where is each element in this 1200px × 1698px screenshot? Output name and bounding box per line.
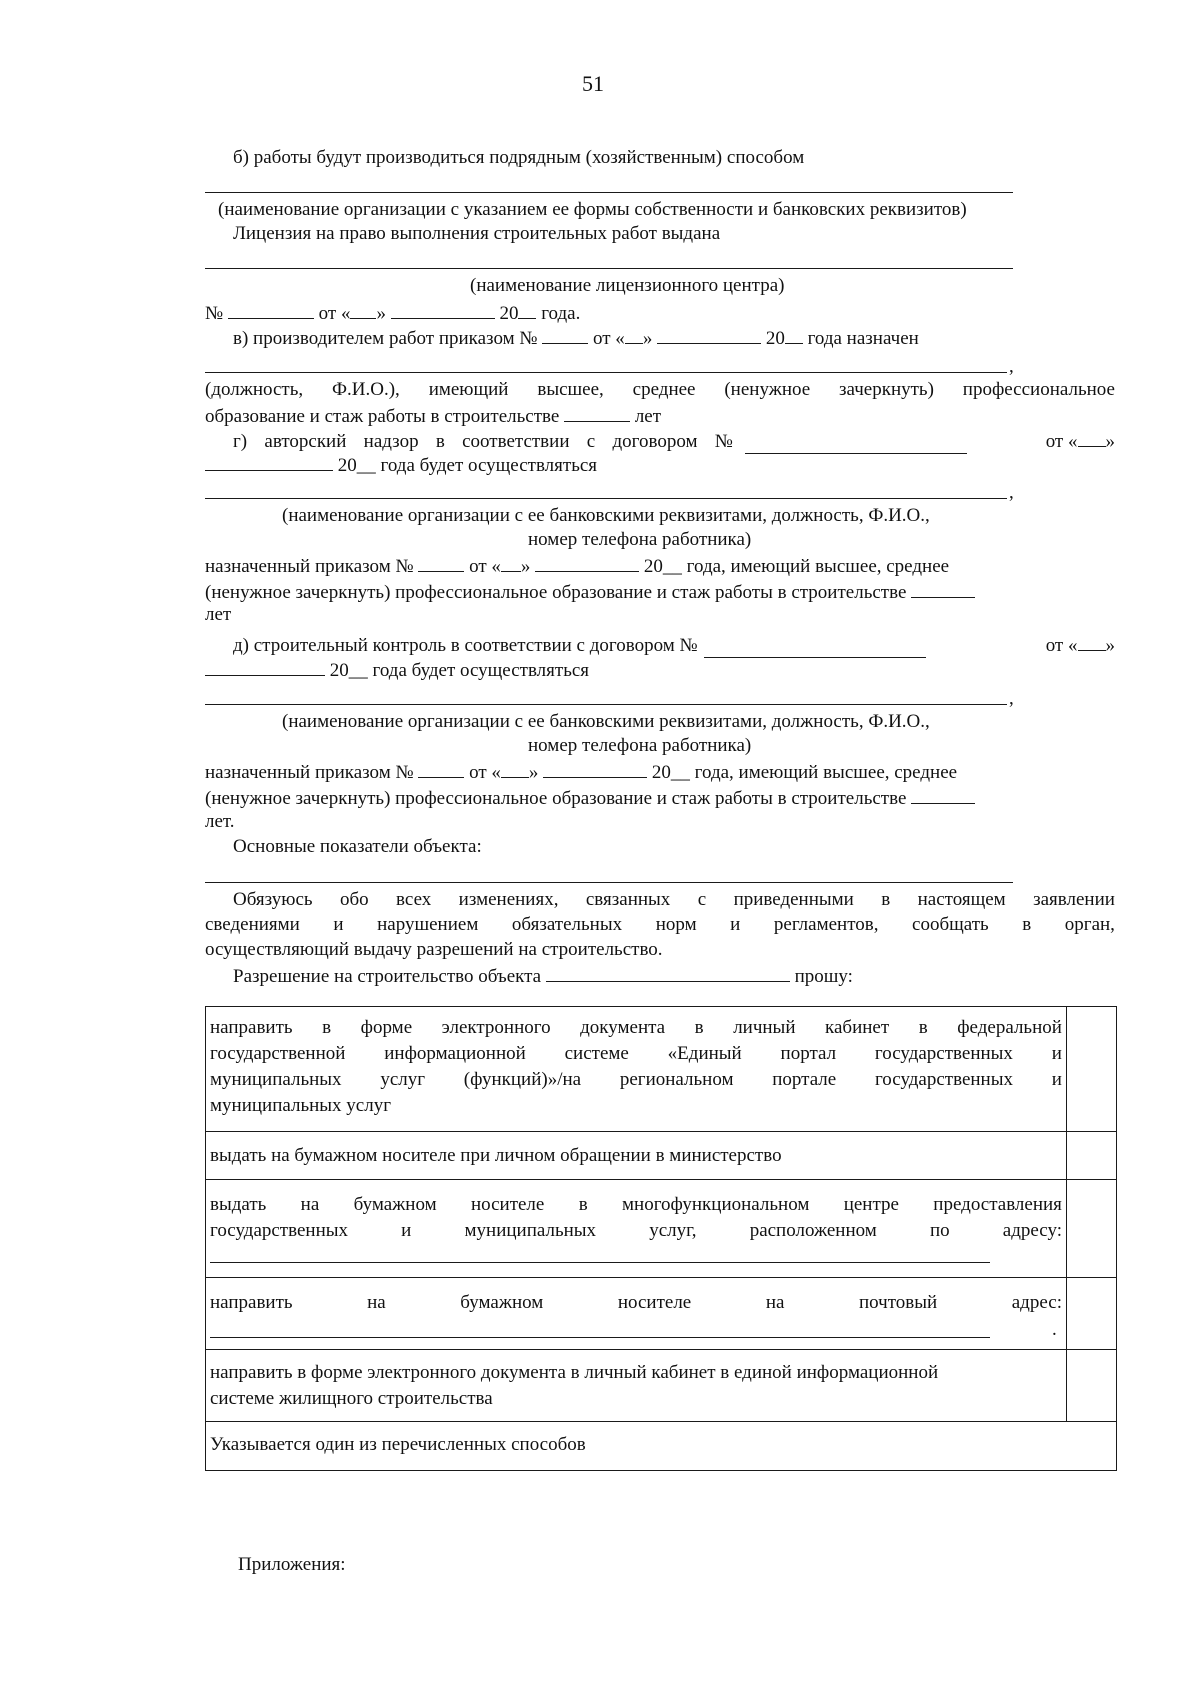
prof-text: (ненужное зачеркнуть) профессиональное образование и стаж работы в строительстве [205,582,907,603]
prof-line [205,785,975,811]
table-row [206,1349,1116,1422]
word: в [694,1017,704,1038]
word: и [401,1220,412,1241]
word: (должность, [205,379,304,400]
caption-org-form: (наименование организации с указанием ее формы собственности и банковских реквизитов) [218,199,967,220]
word: носителе [617,1292,692,1313]
year-prefix: 20 [499,303,519,324]
row-divider [1066,1278,1067,1350]
word: федеральной [957,1017,1062,1038]
table-row [206,1007,1116,1131]
ot-label: от « [469,762,501,783]
prof-line [205,579,975,605]
word: государственных [874,1043,1013,1064]
word: по [929,1220,950,1241]
word: адресу: [1002,1220,1062,1241]
cell-line [210,1041,1062,1067]
word: Обязуюсь [233,889,313,910]
word: бумажном [353,1194,437,1215]
word: направить [210,1017,293,1038]
appointed-line [205,759,957,785]
note-one-method: Указывается один из перечисленных способов [210,1434,586,1455]
blank-indicators [205,882,1013,883]
row-divider [1066,1180,1067,1278]
word: «Единый [667,1043,742,1064]
caption-org-bank: (наименование организации с ее банковскими реквизитами, должность, Ф.И.О., [282,711,930,732]
option-paper-ministry: выдать на бумажном носителе при личном обращении в министерство [210,1145,782,1166]
word: многофункциональном [622,1194,810,1215]
blank-org-name [205,192,1013,193]
obligation-line3: осуществляющий выдачу разрешений на строительство. [205,939,663,960]
word: обо [339,889,369,910]
word: на [367,1292,386,1313]
page-number: 51 [582,71,604,96]
section-g-line [233,428,1115,454]
main-indicators: Основные показатели объекта: [233,836,482,857]
word: в [435,431,445,452]
section-v-end: года назначен [807,328,919,349]
blank-works-manager [205,372,1007,373]
option-paper-mfc [210,1192,1062,1244]
table-row [206,1179,1116,1278]
word: авторский [264,431,347,452]
blank-license-center [205,268,1013,269]
cell-line: муниципальных услуг [210,1095,392,1116]
appointed-start: назначенный приказом № [205,762,414,783]
blank-experience-years [564,403,630,422]
cell-line [210,1218,1062,1244]
word: услуг [380,1069,426,1090]
word: документа [580,1017,666,1038]
word: услуг, [649,1220,697,1241]
obligation-line1 [233,888,1115,912]
year-suffix: года. [541,303,581,324]
dot: . [1052,1319,1057,1340]
word: электронного [441,1017,551,1038]
section-v-line [233,325,919,351]
word: и [1051,1069,1062,1090]
word: почтовый [858,1292,938,1313]
word: системе [564,1043,629,1064]
word: форме [360,1017,413,1038]
blank-year [518,300,536,319]
word: (функций)»/на [463,1069,582,1090]
word: регламентов, [773,914,879,935]
section-b-line: б) работы будут производиться подрядным (хозяйственным) способом [233,147,805,168]
cell-line: системе жилищного строительства [210,1388,493,1409]
option-paper-post [210,1290,1062,1316]
word: направить [210,1292,293,1313]
section-v-start: в) производителем работ приказом № [233,328,538,349]
license-number-line [205,300,580,326]
word: договором [612,431,698,452]
section-d-start: д) строительный контроль в соответствии с договором № [233,635,698,656]
blank-month [543,759,647,778]
word: № [714,431,733,452]
word: приведенными [733,889,854,910]
word: государственной [210,1043,346,1064]
blank-contract-number [745,435,967,454]
blank-supervision-org [205,498,1007,499]
blank-order-number [418,553,464,572]
permit-request-line [233,963,853,989]
blank-contract-number [704,639,926,658]
word: изменениях, [458,889,559,910]
comma: , [1009,688,1014,709]
blank-day [625,325,643,344]
caption-org-bank: (наименование организации с ее банковскими реквизитами, должность, Ф.И.О., [282,505,930,526]
word: высшее, [537,379,604,400]
word: портале [772,1069,837,1090]
section-g-words [233,430,733,454]
word: расположенном [749,1220,877,1241]
word: соответствии [462,431,570,452]
word: настоящем [917,889,1006,910]
blank-month [205,657,325,676]
word: нарушением [377,914,479,935]
word: личный [733,1017,796,1038]
ot-label: от « [469,556,501,577]
contract-date [1046,632,1115,658]
word: заявлении [1033,889,1115,910]
word: муниципальных [464,1220,597,1241]
word: муниципальных [210,1069,342,1090]
word: и [1051,1043,1062,1064]
word: г) [233,431,248,452]
option-housing-system [210,1360,1062,1412]
blank-object-name [546,963,790,982]
blank-day [501,553,521,572]
word: в [322,1017,332,1038]
word: норм [655,914,697,935]
word: сообщать [912,914,989,935]
word: государственных [210,1220,349,1241]
word: адрес: [1011,1292,1062,1313]
appointed-mid: 20__ года, имеющий высшее, среднее [643,556,950,577]
word: и [333,914,344,935]
blank-order-number [418,759,464,778]
word: центре [843,1194,899,1215]
word: в [1022,914,1032,935]
word: с [697,889,707,910]
quote-close: » [376,303,386,324]
cell-line [210,1290,1062,1316]
word: портал [780,1043,837,1064]
word: выдать [210,1194,267,1215]
section-g-line2 [205,452,597,478]
row-divider [1066,1007,1067,1131]
word: бумажном [460,1292,544,1313]
word: носителе [470,1194,545,1215]
blank-year [785,325,803,344]
cell-line [210,1067,1062,1093]
word: в [578,1194,588,1215]
year-prefix: 20 [765,328,785,349]
blank-day [350,300,376,319]
word: зачеркнуть) [839,379,934,400]
permit-request-end: прошу: [794,966,853,987]
word: (ненужное [724,379,811,400]
blank-postal-address [210,1337,990,1338]
word: кабинет [825,1017,890,1038]
license-line: Лицензия на право выполнения строительных работ выдана [233,223,721,244]
blank-day [1078,428,1106,447]
prof-text: (ненужное зачеркнуть) профессиональное образование и стаж работы в строительстве [205,788,907,809]
section-v-line3 [205,403,661,429]
word: Ф.И.О.), [332,379,400,400]
blank-experience-years [911,785,975,804]
table-row [206,1277,1116,1350]
word: профессиональное [962,379,1115,400]
will-be-carried-out: 20__ года будет осуществляться [337,455,598,476]
caption-phone: номер телефона работника) [528,735,752,756]
word: связанных [585,889,671,910]
blank-order-number [542,325,588,344]
obligation-line2 [205,913,1115,937]
word: и [730,914,741,935]
blank-control-org [205,704,1007,705]
will-be-carried-out: 20__ года будет осуществляться [329,660,590,681]
word: орган, [1064,914,1115,935]
word: в [881,889,891,910]
word: надзор [363,431,419,452]
experience-text: образование и стаж работы в строительстве [205,406,560,427]
word: с [586,431,596,452]
word: среднее [632,379,696,400]
word: в [918,1017,928,1038]
attachments-label: Приложения: [238,1554,346,1575]
appointed-mid: 20__ года, имеющий высшее, среднее [651,762,958,783]
option-electronic-portal [210,1015,1062,1119]
delivery-method-table [205,1006,1117,1471]
word: на [765,1292,785,1313]
comma: , [1009,356,1014,377]
quote-close: » [1105,431,1115,452]
cell-line [210,1015,1062,1041]
word: сведениями [205,914,300,935]
quote-close: » [1105,635,1115,656]
caption-phone: номер телефона работника) [528,529,752,550]
section-d-line2 [205,657,589,683]
row-divider [1066,1132,1067,1180]
quote-close: » [642,328,653,349]
blank-month [391,300,495,319]
num-sign: № [205,303,224,324]
cell-line: направить в форме электронного документа в личный кабинет в единой информационной [210,1362,939,1383]
cell-line [210,1192,1062,1218]
years-label: лет [634,406,662,427]
word: информационной [384,1043,526,1064]
table-row [206,1131,1116,1180]
row-divider [1066,1350,1067,1422]
permit-request-start: Разрешение на строительство объекта [233,966,542,987]
blank-license-number [228,300,314,319]
quote-close: » [528,762,539,783]
word: обязательных [511,914,623,935]
years-label: лет. [205,811,235,832]
section-v-line2 [205,378,1115,402]
ot-label: от « [1045,431,1078,452]
years-label: лет [205,604,232,625]
word: предоставления [933,1194,1062,1215]
ot-label: от « [593,328,625,349]
contract-date [1046,428,1115,454]
section-d-line [233,632,1115,658]
blank-month [205,452,333,471]
caption-license-center: (наименование лицензионного центра) [470,275,785,296]
word: государственных [874,1069,1013,1090]
blank-day [501,759,529,778]
word: всех [396,889,432,910]
word: имеющий [428,379,509,400]
quote-close: » [520,556,531,577]
blank-month [657,325,761,344]
table-row [206,1421,1116,1470]
appointed-line [205,553,949,579]
blank-mfc-address [210,1262,990,1263]
word: региональном [619,1069,734,1090]
ot-label: от « [318,303,351,324]
word: на [300,1194,320,1215]
blank-experience-years [911,579,975,598]
comma: , [1009,482,1014,503]
ot-label: от « [1045,635,1078,656]
appointed-start: назначенный приказом № [205,556,414,577]
blank-month [535,553,639,572]
blank-day [1078,632,1106,651]
